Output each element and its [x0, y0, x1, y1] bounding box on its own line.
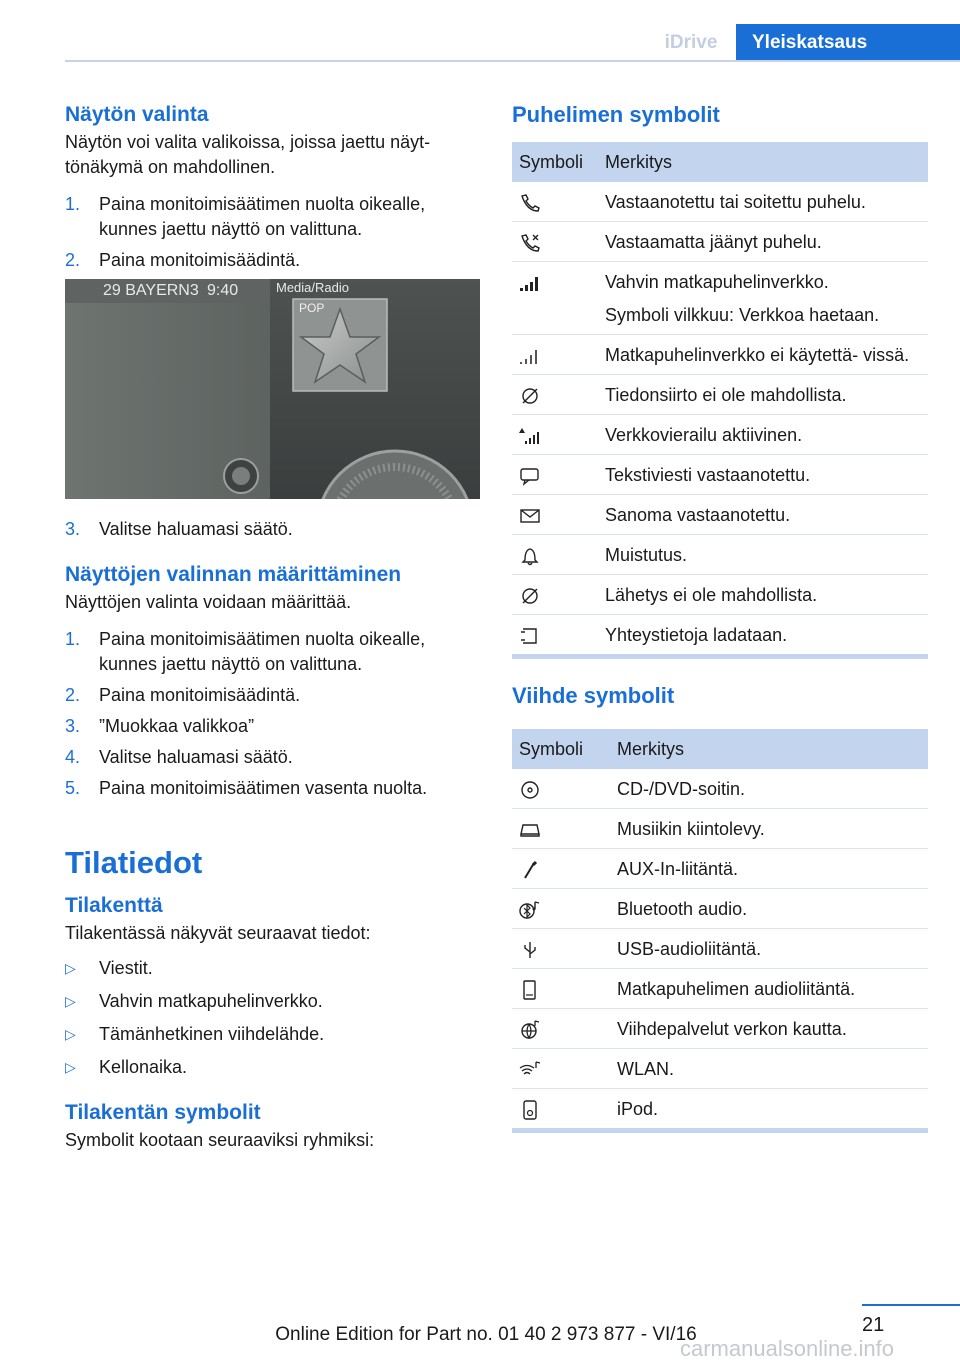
meaning-text: Tiedonsiirto ei ole mahdollista. — [598, 375, 928, 415]
meaning-text: Vastaanotettu tai soitettu puhelu. — [598, 182, 928, 222]
meaning-text-note: Symboli vilkkuu: Verkkoa haetaan. — [605, 305, 880, 325]
meaning-text: Muistutus. — [598, 535, 928, 575]
table-header — [512, 729, 928, 769]
phone-audio-icon — [519, 980, 541, 1000]
table-header — [512, 142, 928, 182]
list-item: ▷ Vahvin matkapuhelinverkko. — [65, 991, 323, 1011]
table-row — [512, 849, 928, 889]
right-column — [512, 100, 928, 1133]
table-row — [512, 889, 928, 929]
display-select-steps — [65, 192, 465, 273]
bluetooth-audio-icon — [519, 900, 541, 920]
col-meaning: Merkitys — [598, 142, 928, 182]
list-item: ▷ Kellonaika. — [65, 1057, 188, 1077]
table-row — [512, 495, 928, 535]
missed-call-icon — [519, 233, 541, 253]
define-displays-steps — [65, 627, 465, 801]
col-symbol: Symboli — [512, 142, 598, 182]
meaning-text: AUX-In-liitäntä. — [610, 849, 928, 889]
status-symbols-intro: Symbolit kootaan seuraaviksi ryhmiksi: — [65, 1130, 375, 1150]
status-field-list — [65, 956, 465, 1080]
meaning-text: Matkapuhelimen audioliitäntä. — [610, 969, 928, 1009]
meaning-text: Yhteystietoja ladataan. — [598, 615, 928, 657]
no-transmit-icon — [519, 586, 541, 606]
list-item: ▷ Tämänhetkinen viihdelähde. — [65, 1024, 325, 1044]
table-row — [512, 809, 928, 849]
signal-full-icon — [519, 273, 541, 293]
step-item: 1. Paina monitoimisäätimen nuolta oikealle, kunnes jaettu näyttö on valittuna. — [65, 194, 426, 239]
screen-time: 9:40 — [207, 282, 239, 299]
online-globe-icon — [519, 1020, 541, 1040]
step-item: 2. Paina monitoimisäädintä. — [65, 685, 301, 705]
usb-icon — [519, 940, 541, 960]
section-title-status-symbols: Tilakentän symbolit — [65, 1101, 261, 1124]
section-title-define-displays: Näyttöjen valinnan määrittäminen — [65, 563, 402, 586]
table-row — [512, 222, 928, 262]
header-section: Yleiskatsaus — [736, 24, 960, 62]
header-rule — [65, 60, 960, 62]
aux-plug-icon — [519, 860, 541, 880]
meaning-text: Viihdepalvelut verkon kautta. — [610, 1009, 928, 1049]
step-item: 3. ”Muokkaa valikkoa” — [65, 716, 255, 736]
meaning-text: iPod. — [610, 1089, 928, 1131]
step-item: 4. Valitse haluamasi säätö. — [65, 747, 293, 767]
footer-rule — [862, 1304, 960, 1306]
idrive-screen-image — [65, 279, 480, 499]
table-row — [512, 1049, 928, 1089]
page-number: 21 — [862, 1314, 885, 1336]
meaning-text: Vastaamatta jäänyt puhelu. — [598, 222, 928, 262]
display-select-intro: Näytön voi valita valikoissa, joissa jaettu näyt- tönäkymä on mahdollinen. — [65, 132, 431, 177]
table-row — [512, 182, 928, 222]
col-symbol: Symboli — [512, 729, 610, 769]
meaning-text: WLAN. — [610, 1049, 928, 1089]
step-item: 3. Valitse haluamasi säätö. — [65, 519, 293, 539]
step-item: 1. Paina monitoimisäätimen nuolta oikealle, kunnes jaettu näyttö on valittuna. — [65, 629, 426, 674]
phone-symbols-table — [512, 142, 928, 659]
ipod-icon — [519, 1100, 541, 1120]
hard-disk-icon — [519, 820, 541, 840]
meaning-text: Vahvin matkapuhelinverkko. — [605, 272, 829, 292]
table-row — [512, 769, 928, 809]
list-item: ▷ Viestit. — [65, 958, 153, 978]
meaning-text: Lähetys ei ole mahdollista. — [598, 575, 928, 615]
table-row — [512, 929, 928, 969]
section-title-phone-symbols: Puhelimen symbolit — [512, 102, 720, 127]
section-title-status-field: Tilakenttä — [65, 894, 163, 917]
meaning-text: USB-audioliitäntä. — [610, 929, 928, 969]
left-column — [65, 100, 465, 1153]
call-icon — [519, 193, 541, 213]
meaning-text: CD-/DVD-soitin. — [610, 769, 928, 809]
edition-note: Online Edition for Part no. 01 40 2 973 877 - VI/16 — [275, 1324, 697, 1345]
wlan-icon — [519, 1060, 541, 1080]
display-select-steps-cont — [65, 517, 465, 542]
meaning-text: Bluetooth audio. — [610, 889, 928, 929]
table-row — [512, 535, 928, 575]
no-data-icon — [519, 386, 541, 406]
meaning-text: Matkapuhelinverkko ei käytettä- vissä. — [598, 335, 928, 375]
screen-media-label: Media/Radio — [276, 280, 349, 295]
step-item: 5. Paina monitoimisäätimen vasenta nuolta. — [65, 778, 428, 798]
table-row — [512, 262, 928, 335]
table-row — [512, 1089, 928, 1131]
table-row — [512, 375, 928, 415]
header-chapter: iDrive — [664, 32, 718, 53]
meaning-text: Sanoma vastaanotettu. — [598, 495, 928, 535]
define-displays-intro: Näyttöjen valinta voidaan määrittää. — [65, 592, 352, 612]
sms-icon — [519, 466, 541, 486]
table-row — [512, 969, 928, 1009]
meaning-text: Musiikin kiintolevy. — [610, 809, 928, 849]
screen-genre: POP — [299, 301, 325, 315]
bell-icon — [519, 546, 541, 566]
signal-empty-icon — [519, 346, 541, 366]
roaming-icon — [519, 426, 541, 446]
table-row — [512, 335, 928, 375]
status-field-intro: Tilakentässä näkyvät seuraavat tiedot: — [65, 923, 371, 943]
step-item: 2. Paina monitoimisäädintä. — [65, 250, 301, 270]
table-row — [512, 575, 928, 615]
table-row — [512, 415, 928, 455]
entertainment-symbols-table — [512, 729, 928, 1133]
meaning-text: Tekstiviesti vastaanotettu. — [598, 455, 928, 495]
contacts-icon — [519, 626, 541, 646]
chapter-title-status-info: Tilatiedot — [65, 845, 203, 880]
table-row — [512, 615, 928, 657]
envelope-icon — [519, 506, 541, 526]
table-row — [512, 1009, 928, 1049]
section-title-entertainment-symbols: Viihde symbolit — [512, 683, 675, 708]
col-meaning: Merkitys — [610, 729, 928, 769]
meaning-text: Verkkovierailu aktiivinen. — [598, 415, 928, 455]
section-title-display-select: Näytön valinta — [65, 103, 209, 126]
table-row — [512, 455, 928, 495]
disc-icon — [519, 780, 541, 800]
screen-station: 29 BAYERN3 — [103, 282, 199, 299]
watermark: carmanualsonline.info — [680, 1336, 895, 1361]
